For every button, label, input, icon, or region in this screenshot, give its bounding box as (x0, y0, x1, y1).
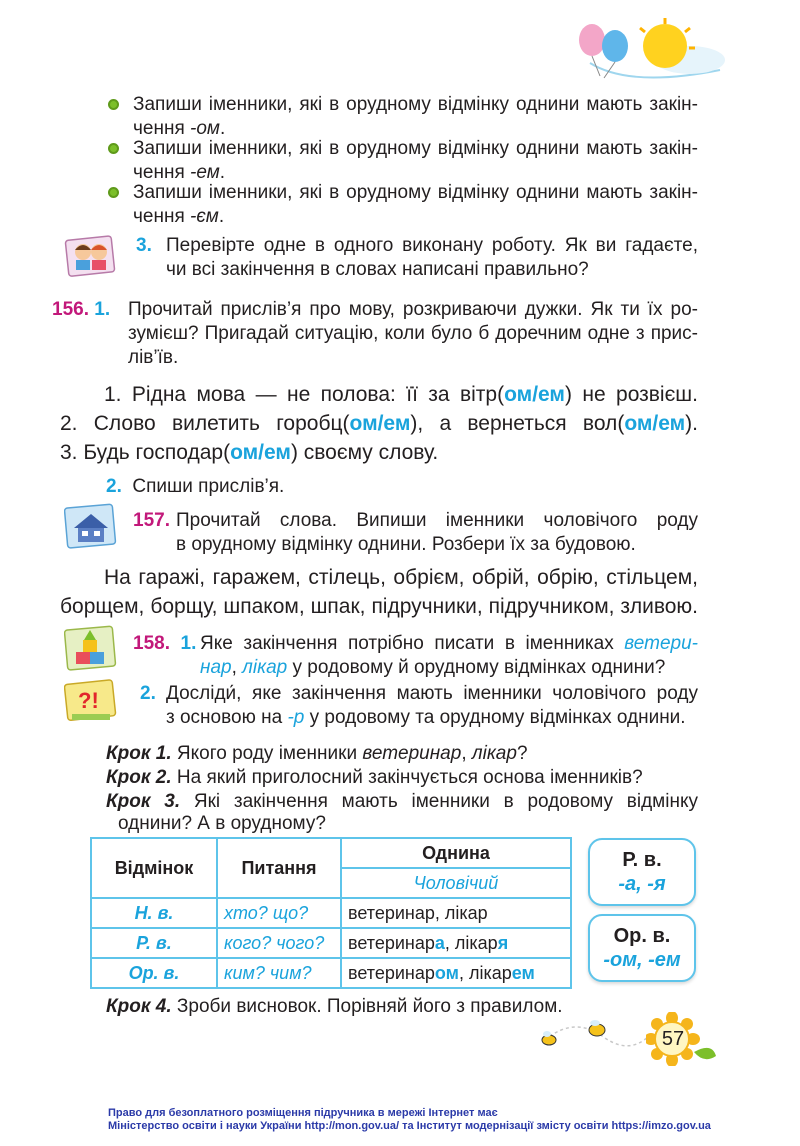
task-line-cont: чення -ом. (133, 118, 226, 139)
noun-cases-table (90, 837, 572, 989)
ex156-task2: 2. Спиши прислів’я. (106, 476, 285, 497)
ex158-sub2: 2. (140, 683, 156, 704)
page-number: 57 (661, 1028, 685, 1050)
proverb-3: 3. Будь господар(ом/ем) своєму слову. (60, 441, 439, 464)
task-line: Запиши іменники, які в орудному відмінку однини мають закін- (133, 138, 698, 159)
ex158-line1: Яке закінчення потрібно писати в іменниках ветери- (200, 633, 698, 654)
instrumental-endings-pill (588, 914, 696, 982)
pill-endings: -ом, -ем (603, 949, 681, 971)
step-1: Крок 1. Якого роду іменники ветеринар, лікар? (106, 743, 528, 764)
header-case: Відмінок (91, 838, 217, 898)
forms-cell: ветеринар, лікар (341, 898, 571, 928)
forms-cell: ветеринара, лікаря (341, 928, 571, 958)
task3-line2: чи всі закінчення в словах написані правильно? (166, 259, 589, 280)
ex158-line3: Досліди́, яке закінчення мають іменники чоловічого роду (166, 683, 698, 704)
exercise-157-number: 157. (133, 510, 170, 531)
bullet-icon (108, 187, 119, 198)
blocks-icon (64, 624, 118, 672)
pill-title: Р. в. (622, 849, 662, 871)
pair-work-icon (64, 232, 118, 278)
ex157-line1: Прочитай слова. Випиши іменники чоловічого роду (176, 510, 698, 531)
step-3: Крок 3. Які закінчення мають іменники в родовому відмінку (106, 791, 698, 812)
header-number: Однина (341, 838, 571, 868)
forms-cell: ветеринаром, лікарем (341, 958, 571, 988)
task-line-cont: чення -єм. (133, 206, 225, 227)
step-4: Крок 4. Зроби висновок. Порівняй його з правилом. (106, 996, 563, 1017)
exercise-158-number: 158. 1. (133, 633, 197, 654)
proverb-2: 2. Слово вилетить горобц(ом/ем), а вернеться вол(ом/ем). (60, 412, 698, 435)
table-row (91, 898, 571, 928)
step-2: Крок 2. На який приголосний закінчується основа іменників? (106, 767, 643, 788)
ex156-instruction-line3: лів’їв. (128, 347, 179, 368)
genitive-endings-pill (588, 838, 696, 906)
bullet-icon (108, 99, 119, 110)
ex157-line2: в орудному відмінку однини. Розбери їх за будовою. (176, 534, 636, 555)
balloons-sun-illustration (570, 18, 730, 88)
table-row (91, 958, 571, 988)
task3-line1: Перевірте одне в одного виконану роботу. Як ви гадаєте, (166, 235, 698, 256)
bees-trail-illustration (535, 1010, 655, 1060)
question-cell: кого? чого? (217, 928, 341, 958)
ex158-line4: з основою на -р у родовому та орудному відмінках однини. (166, 707, 686, 728)
ex157-words-line1: На гаражі, гаражем, стілець, обрієм, обрій, обрію, стільцем, (104, 566, 698, 589)
header-question: Питання (217, 838, 341, 898)
proverb-1: 1. Рідна мова — не полова: її за вітр(ом/ем) не розвієш. (104, 383, 698, 406)
pill-endings: -а, -я (618, 873, 666, 895)
step-3-cont: однини? А в орудному? (118, 813, 326, 834)
question-exclaim-icon (64, 678, 118, 724)
footer-line1: Право для безоплатного розміщення підручника в мережі Інтернет має (108, 1107, 498, 1119)
svg-text:?!: ?! (78, 688, 99, 713)
question-cell: хто? що? (217, 898, 341, 928)
case-cell: Р. в. (91, 928, 217, 958)
pill-title: Ор. в. (613, 925, 671, 947)
task-line: Запиши іменники, які в орудному відмінку однини мають закін- (133, 182, 698, 203)
ex156-instruction-line2: зумієш? Пригадай ситуацію, коли було б доречним одне з прис- (128, 323, 698, 344)
bullet-icon (108, 143, 119, 154)
question-cell: ким? чим? (217, 958, 341, 988)
homework-house-icon (64, 502, 118, 550)
task-line-cont: чення -ем. (133, 162, 226, 183)
header-gender: Чоловічий (341, 868, 571, 898)
case-cell: Н. в. (91, 898, 217, 928)
ex156-instruction-line1: Прочитай прислів’я про мову, розкриваючи дужки. Як ти їх ро- (128, 299, 698, 320)
task3: 3. (136, 235, 152, 256)
table-row (91, 928, 571, 958)
task-line: Запиши іменники, які в орудному відмінку однини мають закін- (133, 94, 698, 115)
case-cell: Ор. в. (91, 958, 217, 988)
ex158-line2: нар, лікар у родовому й орудному відмінках однини? (200, 657, 666, 678)
ex157-words-line2: борщем, борщу, шпаком, шпак, підручники, підручником, зливою. (60, 595, 698, 618)
exercise-156-number: 156. 1. (52, 299, 111, 320)
footer-line2: Міністерство освіти і науки України http://mon.gov.ua/ та Інститут модернізації змісту освіти https://imzo.gov.ua (108, 1120, 711, 1132)
